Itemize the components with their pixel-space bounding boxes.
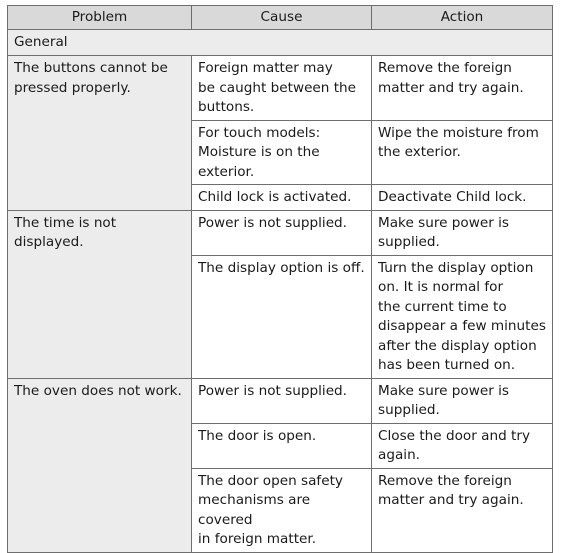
action-cell: Make sure power is supplied. xyxy=(372,210,553,255)
troubleshooting-table-container xyxy=(7,5,552,553)
table-row xyxy=(8,378,553,423)
header-action: Action xyxy=(372,6,553,30)
cause-cell: The door open safety mechanisms are covered in foreign matter. xyxy=(192,468,372,552)
action-cell: Wipe the moisture from the exterior. xyxy=(372,120,553,185)
cause-cell: Foreign matter may be caught between the buttons. xyxy=(192,56,372,121)
troubleshooting-table xyxy=(7,5,553,553)
section-row-general xyxy=(8,30,553,56)
problem-cell: The buttons cannot be pressed properly. xyxy=(8,56,192,211)
action-cell: Turn the display option on. It is normal for the current time to disappear a few minutes after the display option has been turned on. xyxy=(372,255,553,378)
section-title: General xyxy=(8,30,553,56)
cause-cell: Child lock is activated. xyxy=(192,185,372,211)
cause-cell: The display option is off. xyxy=(192,255,372,378)
cause-cell: Power is not supplied. xyxy=(192,210,372,255)
header-cause: Cause xyxy=(192,6,372,30)
table-row xyxy=(8,56,553,121)
action-cell: Remove the foreign matter and try again. xyxy=(372,56,553,121)
cause-cell: For touch models: Moisture is on the exterior. xyxy=(192,120,372,185)
header-problem: Problem xyxy=(8,6,192,30)
cause-cell: The door is open. xyxy=(192,423,372,468)
action-cell: Remove the foreign matter and try again. xyxy=(372,468,553,552)
cause-cell: Power is not supplied. xyxy=(192,378,372,423)
problem-cell: The oven does not work. xyxy=(8,378,192,552)
action-cell: Deactivate Child lock. xyxy=(372,185,553,211)
problem-cell: The time is not displayed. xyxy=(8,210,192,378)
header-row xyxy=(8,6,553,30)
action-cell: Make sure power is supplied. xyxy=(372,378,553,423)
table-row xyxy=(8,210,553,255)
action-cell: Close the door and try again. xyxy=(372,423,553,468)
